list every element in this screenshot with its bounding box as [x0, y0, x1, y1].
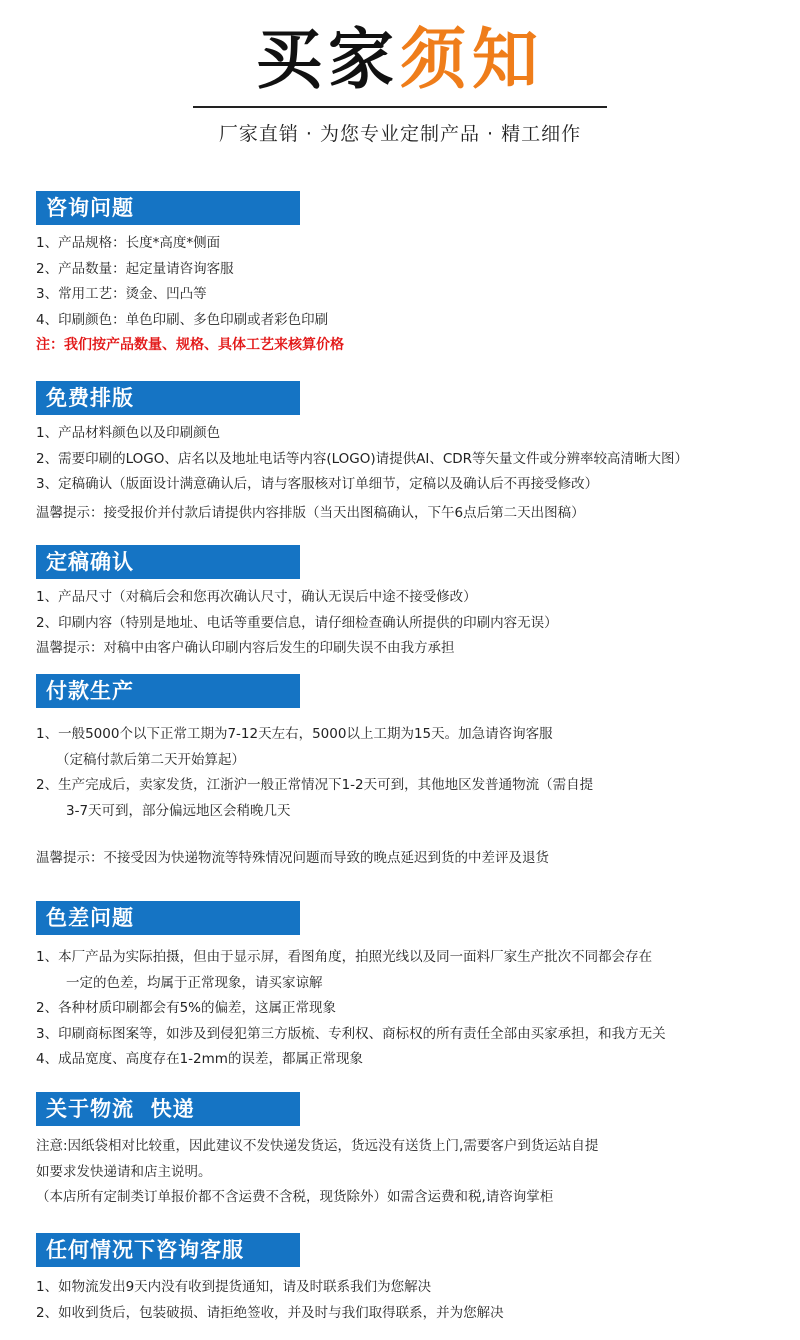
list-item: （本店所有定制类订单报价都不含运费不含税，现货除外）如需含运费和税,请咨询掌柜: [36, 1189, 554, 1205]
section-confirm: [36, 545, 776, 662]
list-item: 1、如物流发出9天内没有收到提货通知，请及时联系我们为您解决: [36, 1279, 432, 1295]
list-item: 1、本厂产品为实际拍摄，但由于显示屏，看图角度，拍照光线以及同一面料厂家生产批次不同都会存在: [36, 949, 653, 965]
list-item: 3、常用工艺：烫金、凹凸等: [36, 286, 207, 302]
list-item: 1、产品尺寸（对稿后会和您再次确认尺寸，确认无误后中途不接受修改）: [36, 589, 477, 605]
list-item: 3、定稿确认（版面设计满意确认后，请与客服核对订单细节，定稿以及确认后不再接受修改）: [36, 476, 599, 492]
tip-text: 温馨提示：对稿中由客户确认印刷内容后发生的印刷失误不由我方承担: [36, 640, 455, 656]
list-item-continued: （定稿付款后第二天开始算起）: [56, 751, 245, 768]
title-divider: [193, 106, 607, 108]
section-service: [36, 1233, 776, 1326]
section-header: 付款生产: [36, 674, 300, 708]
list-item-continued: 一定的色差，均属于正常现象，请买家谅解: [66, 974, 323, 991]
section-header: 关于物流 快递: [36, 1092, 300, 1126]
page-subtitle: 厂家直销 · 为您专业定制产品 · 精工细作: [218, 123, 582, 145]
list-item: 2、印刷内容（特别是地址、电话等重要信息，请仔细检查确认所提供的印刷内容无误）: [36, 614, 558, 631]
section-header: 任何情况下咨询客服: [36, 1233, 300, 1267]
tip-text: 温馨提示：接受报价并付款后请提供内容排版（当天出图稿确认，下午6点后第二天出图稿）: [36, 504, 585, 521]
section-items: [36, 231, 776, 359]
list-item-continued: 3-7天可到，部分偏远地区会稍晚几天: [66, 802, 291, 819]
list-item: 1、产品材料颜色以及印刷颜色: [36, 425, 221, 441]
list-item: 4、成品宽度、高度存在1-2mm的误差，都属正常现象: [36, 1051, 363, 1067]
list-item: 2、生产完成后，卖家发货，江浙沪一般正常情况下1-2天可到，其他地区发普通物流（需自提: [36, 777, 594, 793]
list-item: 2、需要印刷的LOGO、店名以及地址电话等内容(LOGO)请提供AI、CDR等矢量文件或分辨率较高清晰大图）: [36, 450, 689, 467]
section-items: [36, 1134, 776, 1211]
list-item: 如要求发快递请和店主说明。: [36, 1163, 212, 1180]
title-black-part: 买家: [256, 21, 400, 98]
list-item: 4、印刷颜色：单色印刷、多色印刷或者彩色印刷: [36, 311, 329, 328]
section-header: 色差问题: [36, 901, 300, 935]
section-header: 免费排版: [36, 381, 300, 415]
list-item: 1、一般5000个以下正常工期为7-12天左右，5000以上工期为15天。加急请咨询客服: [36, 726, 553, 742]
section-items: [36, 1275, 776, 1326]
section-header: 咨询问题: [36, 191, 300, 225]
list-item: 2、如收到货后，包装破损、请拒绝签收，并及时与我们取得联系，并为您解决: [36, 1304, 504, 1321]
list-item: 2、产品数量：起定量请咨询客服: [36, 260, 234, 277]
list-item: 2、各种材质印刷都会有5%的偏差，这属正常现象: [36, 1000, 337, 1016]
list-item: 3、印刷商标图案等，如涉及到侵犯第三方版梳、专利权、商标权的所有责任全部由买家承担，和我方无关: [36, 1025, 666, 1042]
section-logistics: [36, 1092, 776, 1211]
section-header: 定稿确认: [36, 545, 300, 579]
section-items: [36, 722, 776, 872]
list-item: 注意:因纸袋相对比较重，因此建议不发快递发货运，货远没有送货上门,需要客户到货运站自提: [36, 1138, 599, 1154]
list-item: 1、产品规格：长度*高度*侧面: [36, 235, 221, 251]
section-consult: [36, 191, 776, 359]
section-payment: [36, 674, 776, 872]
section-color-diff: [36, 901, 776, 1073]
section-items: [36, 945, 776, 1073]
price-note: 注：我们按产品数量、规格、具体工艺来核算价格: [36, 337, 344, 353]
section-layout: [36, 381, 776, 526]
title-orange-part: 须知: [400, 21, 544, 98]
section-items: [36, 421, 776, 526]
tip-text: 温馨提示：不接受因为快递物流等特殊情况问题而导致的晚点延迟到货的中差评及退货: [36, 850, 549, 866]
section-items: [36, 585, 776, 662]
page-title: [0, 22, 800, 98]
